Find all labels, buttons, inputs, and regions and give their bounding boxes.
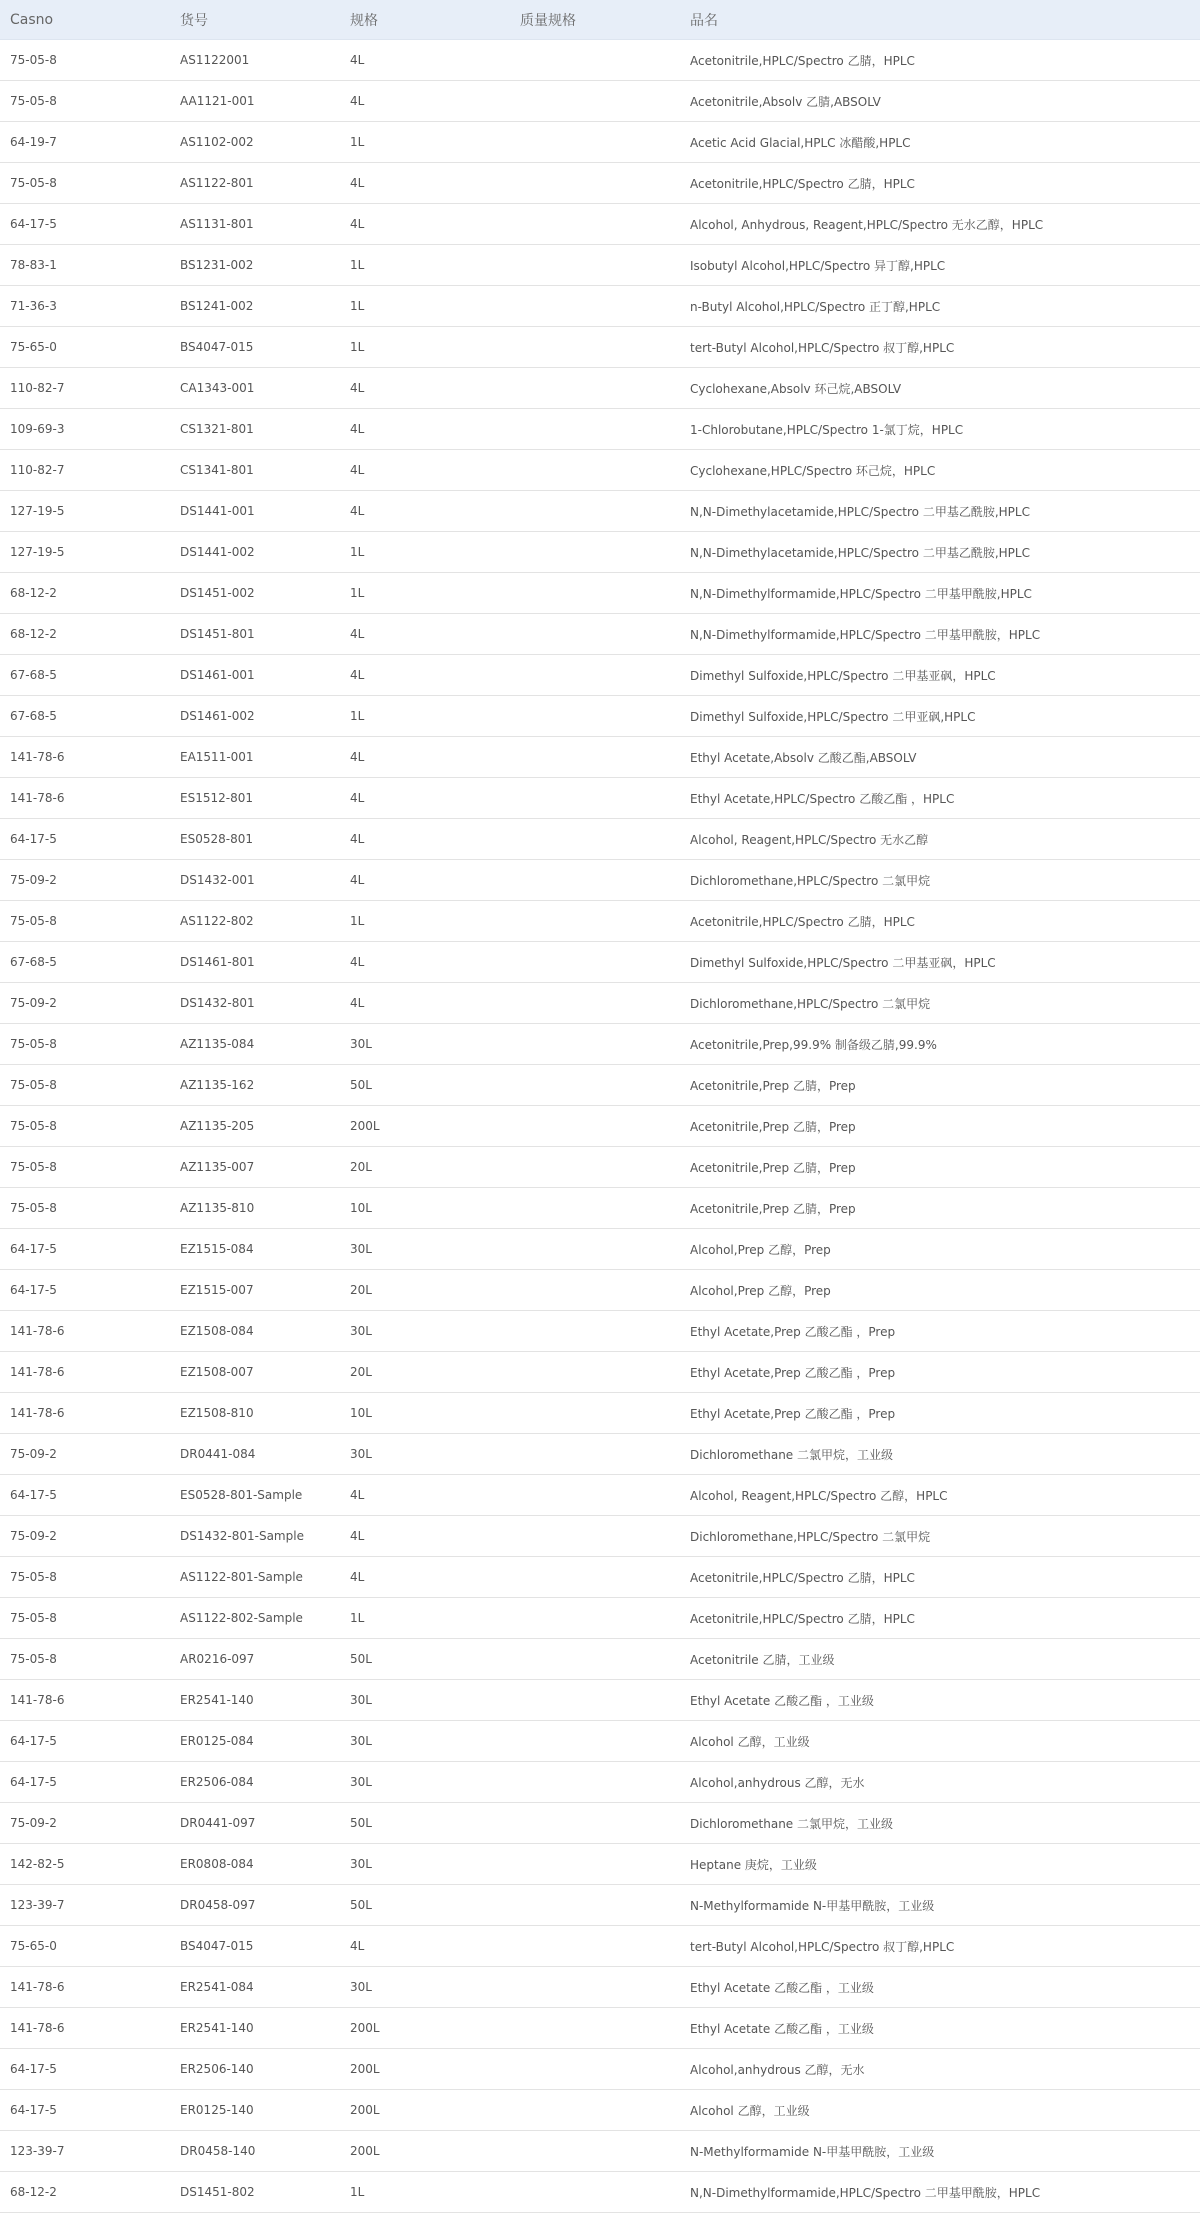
table-row (0, 327, 1200, 368)
product-name-cell: N,N-Dimethylacetamide,HPLC/Spectro 二甲基乙酰胺,HPLC (690, 545, 1030, 560)
table-row (0, 1024, 1200, 1065)
size-cell: 20L (350, 1160, 372, 1174)
casno-cell: 75-05-8 (10, 1160, 57, 1174)
table-row (0, 1516, 1200, 1557)
table-row (0, 286, 1200, 327)
size-cell: 4L (350, 873, 365, 887)
item-number-cell: DS1461-001 (180, 668, 255, 682)
casno-cell: 141-78-6 (10, 791, 65, 805)
casno-cell: 141-78-6 (10, 1324, 65, 1338)
product-name-cell: Alcohol 乙醇，工业级 (690, 1734, 810, 1749)
item-number-cell: AS1122-802-Sample (180, 1611, 303, 1625)
size-cell: 1L (350, 135, 365, 149)
size-cell: 30L (350, 1980, 372, 1994)
size-cell: 20L (350, 1283, 372, 1297)
size-cell: 4L (350, 1529, 365, 1543)
product-name-cell: N-Methylformamide N-甲基甲酰胺，工业级 (690, 1898, 935, 1913)
casno-cell: 142-82-5 (10, 1857, 65, 1871)
item-number-cell: DS1432-801 (180, 996, 255, 1010)
size-cell: 50L (350, 1652, 372, 1666)
table-row (0, 737, 1200, 778)
size-cell: 10L (350, 1201, 372, 1215)
size-cell: 200L (350, 2021, 380, 2035)
header-product-name: 品名 (690, 12, 718, 29)
table-row (0, 1106, 1200, 1147)
product-name-cell: Acetic Acid Glacial,HPLC 冰醋酸,HPLC (690, 135, 911, 150)
size-cell: 4L (350, 750, 365, 764)
table-row (0, 1229, 1200, 1270)
table-row (0, 1557, 1200, 1598)
casno-cell: 68-12-2 (10, 2185, 57, 2199)
size-cell: 4L (350, 996, 365, 1010)
product-name-cell: Alcohol, Anhydrous, Reagent,HPLC/Spectro 无水乙醇，HPLC (690, 217, 1044, 232)
casno-cell: 75-65-0 (10, 1939, 57, 1953)
product-name-cell: 1-Chlorobutane,HPLC/Spectro 1-氯丁烷，HPLC (690, 422, 964, 437)
table-row (0, 1844, 1200, 1885)
size-cell: 4L (350, 463, 365, 477)
casno-cell: 110-82-7 (10, 381, 65, 395)
casno-cell: 75-65-0 (10, 340, 57, 354)
product-name-cell: tert-Butyl Alcohol,HPLC/Spectro 叔丁醇,HPLC (690, 340, 955, 355)
size-cell: 1L (350, 586, 365, 600)
item-number-cell: BS4047-015 (180, 340, 254, 354)
table-row (0, 2172, 1200, 2213)
size-cell: 4L (350, 504, 365, 518)
casno-cell: 75-05-8 (10, 1201, 57, 1215)
size-cell: 30L (350, 1734, 372, 1748)
table-row (0, 1721, 1200, 1762)
table-row (0, 2090, 1200, 2131)
size-cell: 4L (350, 422, 365, 436)
size-cell: 4L (350, 1939, 365, 1953)
casno-cell: 75-09-2 (10, 1529, 57, 1543)
product-name-cell: Dimethyl Sulfoxide,HPLC/Spectro 二甲基亚砜，HPLC (690, 955, 996, 970)
casno-cell: 127-19-5 (10, 545, 65, 559)
item-number-cell: DS1432-801-Sample (180, 1529, 304, 1543)
product-name-cell: Alcohol,Prep 乙醇，Prep (690, 1283, 831, 1298)
size-cell: 1L (350, 258, 365, 272)
casno-cell: 127-19-5 (10, 504, 65, 518)
table-row (0, 1762, 1200, 1803)
item-number-cell: EZ1508-007 (180, 1365, 254, 1379)
casno-cell: 64-17-5 (10, 2103, 57, 2117)
product-name-cell: Heptane 庚烷，工业级 (690, 1857, 817, 1872)
size-cell: 200L (350, 1119, 380, 1133)
size-cell: 4L (350, 832, 365, 846)
product-name-cell: Alcohol 乙醇，工业级 (690, 2103, 810, 2118)
table-row (0, 1065, 1200, 1106)
product-name-cell: Acetonitrile 乙腈，工业级 (690, 1652, 835, 1667)
size-cell: 20L (350, 1365, 372, 1379)
product-name-cell: N-Methylformamide N-甲基甲酰胺，工业级 (690, 2144, 935, 2159)
casno-cell: 67-68-5 (10, 709, 57, 723)
size-cell: 200L (350, 2144, 380, 2158)
casno-cell: 75-05-8 (10, 1119, 57, 1133)
product-name-cell: Ethyl Acetate,HPLC/Spectro 乙酸乙酯 ，HPLC (690, 791, 955, 806)
table-row (0, 819, 1200, 860)
item-number-cell: AZ1135-810 (180, 1201, 255, 1215)
size-cell: 4L (350, 217, 365, 231)
table-row (0, 573, 1200, 614)
item-number-cell: AS1102-002 (180, 135, 254, 149)
casno-cell: 75-05-8 (10, 1078, 57, 1092)
size-cell: 30L (350, 1857, 372, 1871)
product-name-cell: Dichloromethane 二氯甲烷，工业级 (690, 1447, 894, 1462)
product-name-cell: Dichloromethane,HPLC/Spectro 二氯甲烷 (690, 996, 931, 1011)
item-number-cell: DS1441-002 (180, 545, 255, 559)
product-name-cell: Alcohol,anhydrous 乙醇，无水 (690, 1775, 865, 1790)
casno-cell: 64-17-5 (10, 217, 57, 231)
item-number-cell: AZ1135-084 (180, 1037, 255, 1051)
casno-cell: 75-05-8 (10, 1037, 57, 1051)
table-row (0, 2008, 1200, 2049)
item-number-cell: EZ1515-084 (180, 1242, 254, 1256)
product-name-cell: tert-Butyl Alcohol,HPLC/Spectro 叔丁醇,HPLC (690, 1939, 955, 1954)
item-number-cell: DR0458-140 (180, 2144, 256, 2158)
product-name-cell: Cyclohexane,HPLC/Spectro 环己烷，HPLC (690, 463, 936, 478)
casno-cell: 141-78-6 (10, 1406, 65, 1420)
size-cell: 50L (350, 1078, 372, 1092)
item-number-cell: AS1122-801-Sample (180, 1570, 303, 1584)
table-row (0, 245, 1200, 286)
table-row (0, 1352, 1200, 1393)
table-row (0, 778, 1200, 819)
table-row (0, 1926, 1200, 1967)
item-number-cell: CS1341-801 (180, 463, 254, 477)
size-cell: 4L (350, 791, 365, 805)
table-row (0, 696, 1200, 737)
casno-cell: 110-82-7 (10, 463, 65, 477)
casno-cell: 64-17-5 (10, 1488, 57, 1502)
product-name-cell: Acetonitrile,Prep,99.9% 制备级乙腈,99.9% (690, 1037, 937, 1052)
size-cell: 1L (350, 299, 365, 313)
table-header (0, 0, 1200, 40)
item-number-cell: AZ1135-007 (180, 1160, 255, 1174)
table-row (0, 942, 1200, 983)
table-row (0, 368, 1200, 409)
item-number-cell: ES0528-801-Sample (180, 1488, 303, 1502)
product-name-cell: N,N-Dimethylformamide,HPLC/Spectro 二甲基甲酰胺,HPLC (690, 586, 1032, 601)
casno-cell: 67-68-5 (10, 955, 57, 969)
product-name-cell: Acetonitrile,Absolv 乙腈,ABSOLV (690, 94, 881, 109)
item-number-cell: DS1451-801 (180, 627, 255, 641)
casno-cell: 64-17-5 (10, 1775, 57, 1789)
item-number-cell: ES1512-801 (180, 791, 253, 805)
table-row (0, 860, 1200, 901)
item-number-cell: DR0441-084 (180, 1447, 256, 1461)
size-cell: 50L (350, 1816, 372, 1830)
size-cell: 4L (350, 1488, 365, 1502)
size-cell: 4L (350, 381, 365, 395)
header-quality-spec: 质量规格 (520, 12, 576, 29)
item-number-cell: AS1122001 (180, 53, 250, 67)
casno-cell: 67-68-5 (10, 668, 57, 682)
size-cell: 1L (350, 709, 365, 723)
product-name-cell: Dichloromethane 二氯甲烷，工业级 (690, 1816, 894, 1831)
size-cell: 4L (350, 94, 365, 108)
size-cell: 50L (350, 1898, 372, 1912)
size-cell: 30L (350, 1037, 372, 1051)
product-name-cell: Acetonitrile,Prep 乙腈，Prep (690, 1160, 856, 1175)
size-cell: 30L (350, 1775, 372, 1789)
casno-cell: 141-78-6 (10, 2021, 65, 2035)
item-number-cell: BS4047-015 (180, 1939, 254, 1953)
item-number-cell: AA1121-001 (180, 94, 255, 108)
casno-cell: 109-69-3 (10, 422, 65, 436)
table-row (0, 122, 1200, 163)
table-row (0, 1475, 1200, 1516)
item-number-cell: DS1432-001 (180, 873, 255, 887)
casno-cell: 75-05-8 (10, 914, 57, 928)
table-row (0, 1393, 1200, 1434)
product-name-cell: Alcohol,Prep 乙醇，Prep (690, 1242, 831, 1257)
table-row (0, 1680, 1200, 1721)
table-row (0, 204, 1200, 245)
product-name-cell: Acetonitrile,Prep 乙腈，Prep (690, 1078, 856, 1093)
table-row (0, 409, 1200, 450)
item-number-cell: CS1321-801 (180, 422, 254, 436)
product-name-cell: Cyclohexane,Absolv 环己烷,ABSOLV (690, 381, 902, 396)
casno-cell: 123-39-7 (10, 1898, 65, 1912)
table-row (0, 532, 1200, 573)
item-number-cell: EZ1515-007 (180, 1283, 254, 1297)
table-row (0, 1434, 1200, 1475)
casno-cell: 68-12-2 (10, 627, 57, 641)
size-cell: 4L (350, 627, 365, 641)
table-row (0, 655, 1200, 696)
casno-cell: 75-05-8 (10, 1611, 57, 1625)
product-name-cell: Dichloromethane,HPLC/Spectro 二氯甲烷 (690, 1529, 931, 1544)
table-row (0, 81, 1200, 122)
size-cell: 1L (350, 545, 365, 559)
size-cell: 30L (350, 1693, 372, 1707)
product-name-cell: Ethyl Acetate 乙酸乙酯 ，工业级 (690, 2021, 874, 2036)
size-cell: 30L (350, 1242, 372, 1256)
item-number-cell: AR0216-097 (180, 1652, 255, 1666)
item-number-cell: ER2506-140 (180, 2062, 254, 2076)
product-name-cell: Alcohol, Reagent,HPLC/Spectro 无水乙醇 (690, 832, 929, 847)
casno-cell: 141-78-6 (10, 1693, 65, 1707)
table-row (0, 2131, 1200, 2172)
product-name-cell: N,N-Dimethylformamide,HPLC/Spectro 二甲基甲酰胺，HPLC (690, 2185, 1041, 2200)
casno-cell: 71-36-3 (10, 299, 57, 313)
table-row (0, 1270, 1200, 1311)
size-cell: 1L (350, 340, 365, 354)
table-row (0, 40, 1200, 81)
item-number-cell: ER2541-140 (180, 2021, 254, 2035)
item-number-cell: ES0528-801 (180, 832, 253, 846)
item-number-cell: ER2541-140 (180, 1693, 254, 1707)
item-number-cell: DS1461-801 (180, 955, 255, 969)
table-row (0, 2049, 1200, 2090)
casno-cell: 75-05-8 (10, 1570, 57, 1584)
size-cell: 1L (350, 1611, 365, 1625)
product-name-cell: Ethyl Acetate,Prep 乙酸乙酯 ，Prep (690, 1324, 896, 1339)
casno-cell: 75-05-8 (10, 176, 57, 190)
size-cell: 1L (350, 2185, 365, 2199)
header-size: 规格 (350, 12, 378, 29)
size-cell: 4L (350, 53, 365, 67)
casno-cell: 64-17-5 (10, 2062, 57, 2076)
product-name-cell: Ethyl Acetate 乙酸乙酯 ，工业级 (690, 1980, 874, 1995)
casno-cell: 75-09-2 (10, 996, 57, 1010)
item-number-cell: AS1122-801 (180, 176, 254, 190)
item-number-cell: ER0125-140 (180, 2103, 254, 2117)
table-row (0, 1967, 1200, 2008)
item-number-cell: DS1441-001 (180, 504, 255, 518)
item-number-cell: EZ1508-084 (180, 1324, 254, 1338)
product-name-cell: Acetonitrile,HPLC/Spectro 乙腈，HPLC (690, 914, 915, 929)
casno-cell: 141-78-6 (10, 1365, 65, 1379)
item-number-cell: AZ1135-205 (180, 1119, 255, 1133)
size-cell: 4L (350, 1570, 365, 1584)
product-name-cell: Alcohol,anhydrous 乙醇，无水 (690, 2062, 865, 2077)
item-number-cell: CA1343-001 (180, 381, 255, 395)
product-name-cell: Dimethyl Sulfoxide,HPLC/Spectro 二甲基亚砜，HPLC (690, 668, 996, 683)
item-number-cell: ER0125-084 (180, 1734, 254, 1748)
product-name-cell: Ethyl Acetate 乙酸乙酯 ，工业级 (690, 1693, 874, 1708)
item-number-cell: DR0441-097 (180, 1816, 256, 1830)
size-cell: 1L (350, 914, 365, 928)
casno-cell: 64-17-5 (10, 1242, 57, 1256)
casno-cell: 141-78-6 (10, 750, 65, 764)
product-name-cell: n-Butyl Alcohol,HPLC/Spectro 正丁醇,HPLC (690, 299, 941, 314)
size-cell: 30L (350, 1447, 372, 1461)
table-row (0, 450, 1200, 491)
header-item-number: 货号 (180, 12, 208, 29)
table-row (0, 1803, 1200, 1844)
casno-cell: 68-12-2 (10, 586, 57, 600)
casno-cell: 75-09-2 (10, 1816, 57, 1830)
item-number-cell: EZ1508-810 (180, 1406, 254, 1420)
product-name-cell: Acetonitrile,HPLC/Spectro 乙腈，HPLC (690, 176, 915, 191)
item-number-cell: AS1131-801 (180, 217, 254, 231)
size-cell: 200L (350, 2062, 380, 2076)
product-name-cell: N,N-Dimethylformamide,HPLC/Spectro 二甲基甲酰胺，HPLC (690, 627, 1041, 642)
casno-cell: 75-05-8 (10, 1652, 57, 1666)
table-row (0, 1147, 1200, 1188)
product-name-cell: Ethyl Acetate,Prep 乙酸乙酯 ，Prep (690, 1406, 896, 1421)
table-row (0, 614, 1200, 655)
size-cell: 4L (350, 668, 365, 682)
table-row (0, 1639, 1200, 1680)
product-name-cell: Acetonitrile,HPLC/Spectro 乙腈，HPLC (690, 1570, 915, 1585)
item-number-cell: AS1122-802 (180, 914, 254, 928)
size-cell: 200L (350, 2103, 380, 2117)
item-number-cell: ER2541-084 (180, 1980, 254, 1994)
product-name-cell: Acetonitrile,Prep 乙腈，Prep (690, 1119, 856, 1134)
casno-cell: 123-39-7 (10, 2144, 65, 2158)
table-row (0, 1885, 1200, 1926)
table-row (0, 1188, 1200, 1229)
item-number-cell: ER0808-084 (180, 1857, 254, 1871)
item-number-cell: DS1461-002 (180, 709, 255, 723)
table-row (0, 1311, 1200, 1352)
table-row (0, 983, 1200, 1024)
product-name-cell: Isobutyl Alcohol,HPLC/Spectro 异丁醇,HPLC (690, 258, 946, 273)
casno-cell: 64-17-5 (10, 832, 57, 846)
size-cell: 4L (350, 955, 365, 969)
size-cell: 4L (350, 176, 365, 190)
product-name-cell: Ethyl Acetate,Prep 乙酸乙酯 ，Prep (690, 1365, 896, 1380)
table-row (0, 163, 1200, 204)
product-name-cell: Alcohol, Reagent,HPLC/Spectro 乙醇，HPLC (690, 1488, 948, 1503)
table-row (0, 901, 1200, 942)
casno-cell: 75-05-8 (10, 94, 57, 108)
table-row (0, 491, 1200, 532)
casno-cell: 75-05-8 (10, 53, 57, 67)
product-name-cell: Acetonitrile,Prep 乙腈，Prep (690, 1201, 856, 1216)
casno-cell: 141-78-6 (10, 1980, 65, 1994)
item-number-cell: DS1451-002 (180, 586, 255, 600)
size-cell: 30L (350, 1324, 372, 1338)
casno-cell: 75-09-2 (10, 1447, 57, 1461)
casno-cell: 64-19-7 (10, 135, 57, 149)
item-number-cell: EA1511-001 (180, 750, 254, 764)
table-body (0, 40, 1200, 2213)
item-number-cell: AZ1135-162 (180, 1078, 255, 1092)
product-name-cell: Ethyl Acetate,Absolv 乙酸乙酯,ABSOLV (690, 750, 917, 765)
size-cell: 10L (350, 1406, 372, 1420)
product-name-cell: Dimethyl Sulfoxide,HPLC/Spectro 二甲亚砜,HPLC (690, 709, 976, 724)
casno-cell: 78-83-1 (10, 258, 57, 272)
item-number-cell: DR0458-097 (180, 1898, 256, 1912)
header-casno: Casno (10, 11, 54, 28)
casno-cell: 64-17-5 (10, 1283, 57, 1297)
product-name-cell: Dichloromethane,HPLC/Spectro 二氯甲烷 (690, 873, 931, 888)
item-number-cell: BS1231-002 (180, 258, 254, 272)
table-row (0, 1598, 1200, 1639)
product-name-cell: Acetonitrile,HPLC/Spectro 乙腈，HPLC (690, 53, 915, 68)
item-number-cell: ER2506-084 (180, 1775, 254, 1789)
product-name-cell: N,N-Dimethylacetamide,HPLC/Spectro 二甲基乙酰胺,HPLC (690, 504, 1030, 519)
item-number-cell: DS1451-802 (180, 2185, 255, 2199)
product-name-cell: Acetonitrile,HPLC/Spectro 乙腈，HPLC (690, 1611, 915, 1626)
casno-cell: 64-17-5 (10, 1734, 57, 1748)
item-number-cell: BS1241-002 (180, 299, 254, 313)
casno-cell: 75-09-2 (10, 873, 57, 887)
